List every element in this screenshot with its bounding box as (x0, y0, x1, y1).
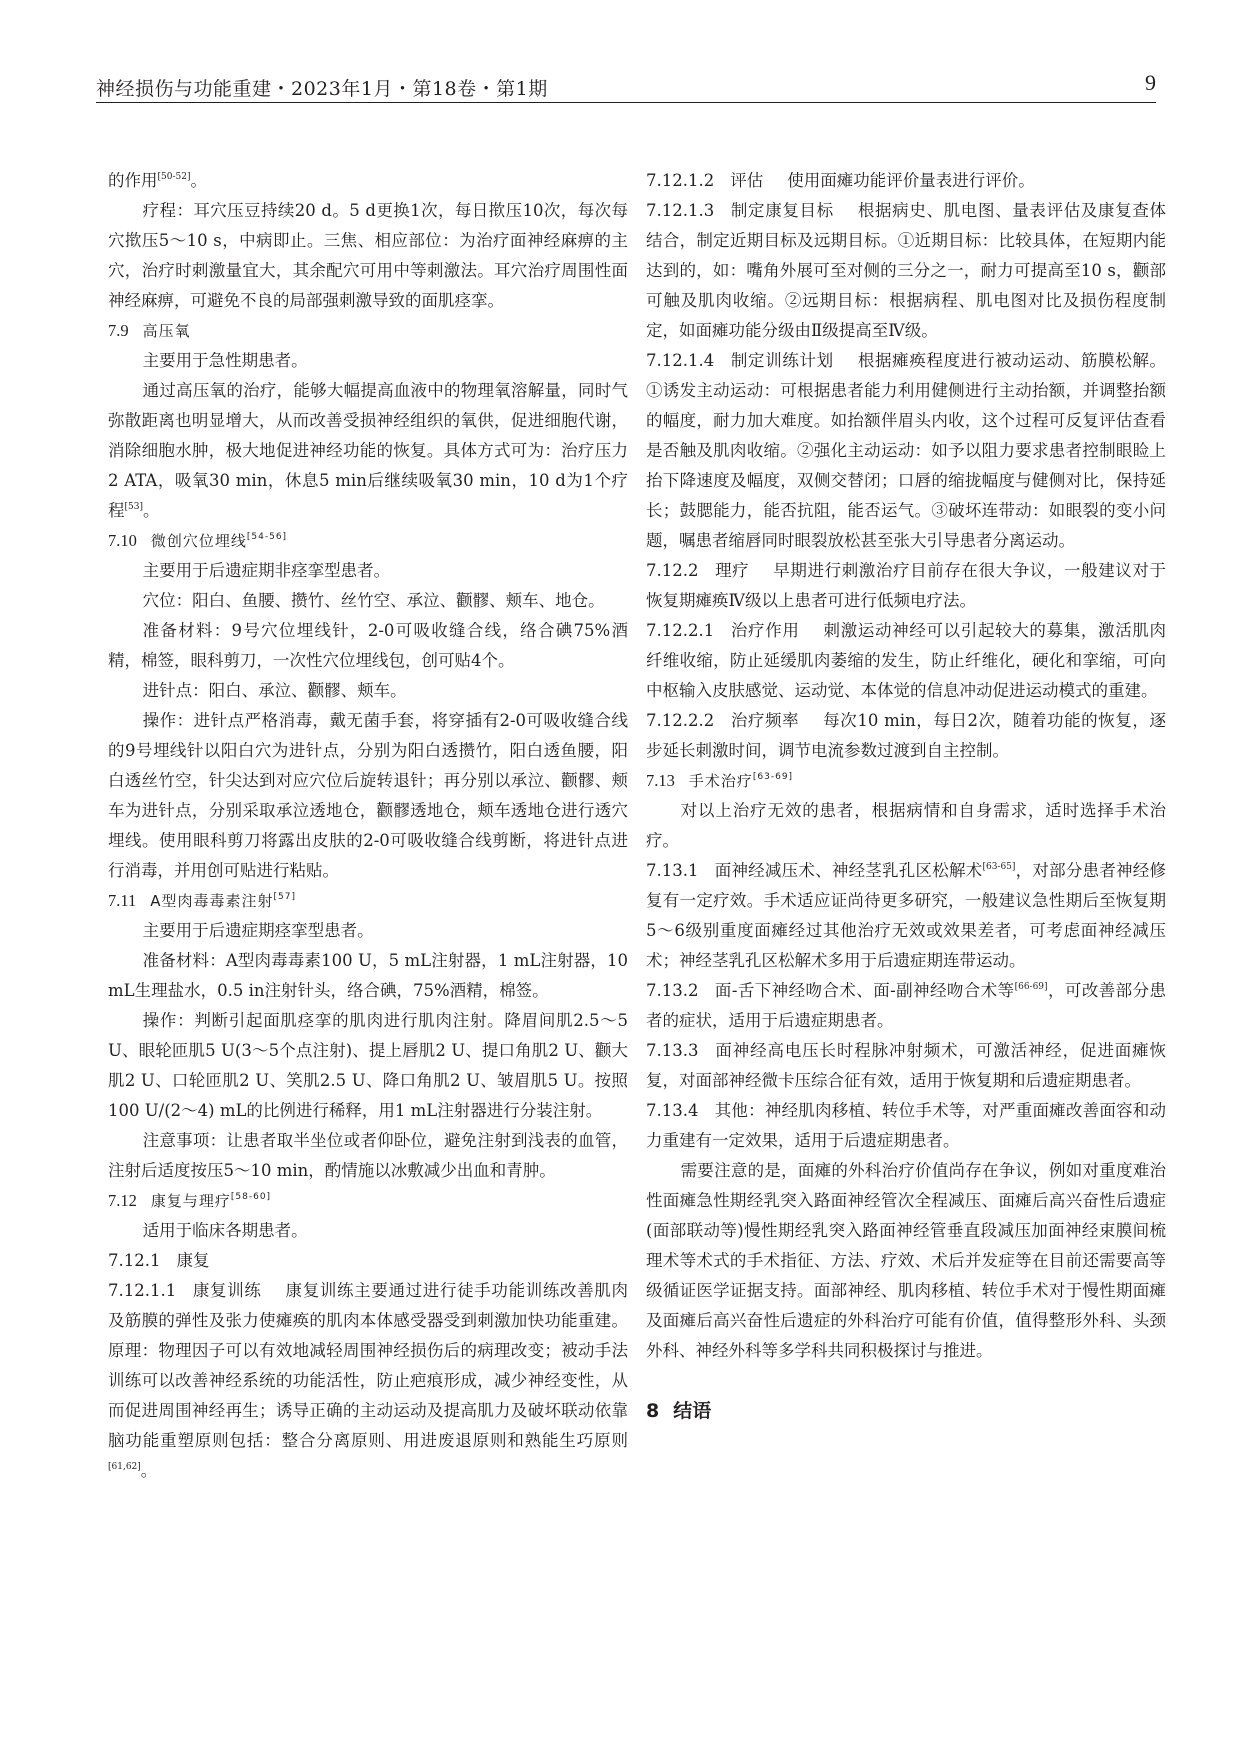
section-heading: 7.10 微创穴位埋线[54-56] (108, 531, 288, 550)
paragraph: 进针点：阳白、承泣、颧髎、颊车。 (142, 681, 407, 700)
paragraph: 主要用于后遗症期痉挛型患者。 (142, 921, 374, 940)
citation: [57] (273, 892, 297, 902)
journal-title: 神经损伤与功能重建・2023年1月・第18卷・第1期 (96, 78, 548, 100)
paragraph: 7.12.2 理疗 早期进行刺激治疗目前存在很大争议，一般建议对于恢复期瘫痪Ⅳ级以上患者可进行低频电疗法。 (646, 561, 1167, 610)
paragraph: 7.13.2 面-舌下神经吻合术、面-副神经吻合术等[66-69]，可改善部分患者的症状，适用于后遗症期患者。 (646, 981, 1166, 1030)
paragraph: 需要注意的是，面瘫的外科治疗价值尚存在争议，例如对重度难治性面瘫急性期经乳突入路面神经管次全程减压、面瘫后高兴奋性后遗症(面部联动等)慢性期经乳突入路面神经管垂直段减压加面神经束膜间梳理术等术式的手术指征、方法、疗效、术后并发症等在目前还需要高等级循证医学证据支持。面部神经、肌肉移植、转位手术对于慢性期面瘫及面瘫后高兴奋性后遗症的外科治疗可能有价值，值得整形外科、头颈外科、神经外科等多学科共同积极探讨与推进。 (646, 1161, 1166, 1360)
left-column (108, 166, 628, 1486)
paragraph: 通过高压氧的治疗，能够大幅提高血液中的物理氧溶解量，同时气弥散距离也明显增大，从而改善受损神经组织的氧供，促进细胞代谢，消除细胞水肿，极大地促进神经功能的恢复。具体方式可为：治疗压力2 ATA，吸氧30 min，休息5 min后继续吸氧30 min，10 d为1个疗程[53]。 (108, 381, 628, 520)
citation: [63-65] (982, 862, 1016, 872)
running-header (96, 62, 1156, 103)
citation: [66-69] (1014, 982, 1048, 992)
paragraph: 疗程：耳穴压豆持续20 d。5 d更换1次，每日揿压10次，每次每穴揿压5～10 s，中病即止。三焦、相应部位：为治疗面神经麻痹的主穴，治疗时刺激量宜大，其余配穴可用中等刺激法。耳穴治疗周围性面神经麻痹，可避免不良的局部强刺激导致的面肌痉挛。 (108, 201, 628, 310)
paragraph: 7.12.1.2 评估 使用面瘫功能评价量表进行评价。 (646, 171, 1035, 190)
paragraph: 注意事项：让患者取半坐位或者仰卧位，避免注射到浅表的血管，注射后适度按压5～10 min，酌情施以冰敷减少出血和青肿。 (108, 1131, 628, 1180)
paragraph: 7.12.2.2 治疗频率 每次10 min，每日2次，随着功能的恢复，逐步延长刺激时间，调节电流参数过渡到自主控制。 (646, 711, 1167, 760)
paragraph: 7.13.4 其他：神经肌肉移植、转位手术等，对严重面瘫改善面容和动力重建有一定效果，适用于后遗症期患者。 (646, 1101, 1166, 1150)
paragraph: 7.12.1.3 制定康复目标 根据病史、肌电图、量表评估及康复查体结合，制定近期目标及远期目标。①近期目标：比较具体，在短期内能达到的，如：嘴角外展可至对侧的三分之一，耐力可提高至10 s，颧部可触及肌肉收缩。②远期目标：根据病程、肌电图对比及损伤程度制定，如面瘫功能分级由Ⅱ级提高至Ⅳ级。 (646, 201, 1167, 340)
paragraph: 7.13.3 面神经高电压长时程脉冲射频术，可激活神经，促进面瘫恢复，对面部神经微卡压综合征有效，适用于恢复期和后遗症期患者。 (646, 1041, 1166, 1090)
section-heading-conclusion: 8 结语 (646, 1400, 712, 1422)
paragraph: 7.12.1.1 康复训练 康复训练主要通过进行徒手功能训练改善肌肉及筋膜的弹性及张力使瘫痪的肌肉本体感受器受到刺激加快功能重建。原理：物理因子可以有效地减轻周围神经损伤后的病理改变；被动手法训练可以改善神经系统的功能活性，防止疤痕形成，减少神经变性，从而促进周围神经再生；诱导正确的主动运动及提高肌力及破坏联动依靠脑功能重塑原则包括：整合分离原则、用进废退原则和熟能生巧原则[61,62]。 (108, 1281, 629, 1480)
section-heading: 7.9 高压氧 (108, 321, 191, 340)
section-heading: 7.12 康复与理疗[58-60] (108, 1191, 272, 1210)
paragraph: 操作：进针点严格消毒，戴无菌手套，将穿插有2-0可吸收缝合线的9号埋线针以阳白穴为进针点，分别为阳白透攒竹，阳白透鱼腰，阳白透丝竹空，针尖达到对应穴位后旋转退针；再分别以承泣、颧髎、颊车为进针点，分别采取承泣透地仓，颧髎透地仓，颊车透地仓进行透穴埋线。使用眼科剪刀将露出皮肤的2-0可吸收缝合线剪断，将进针点进行消毒，并用创可贴进行粘贴。 (108, 711, 628, 880)
paragraph: 操作：判断引起面肌痉挛的肌肉进行肌肉注射。降眉间肌2.5～5 U、眼轮匝肌5 U(3～5个点注射)、提上唇肌2 U、提口角肌2 U、颧大肌2 U、口轮匝肌2 U、笑肌2.5 U、降口角肌2 U、皱眉肌5 U。按照100 U/(2～4) mL的比例进行稀释，用1 mL注射器进行分装注射。 (108, 1011, 628, 1120)
paragraph: 主要用于后遗症期非痉挛型患者。 (142, 561, 391, 580)
paragraph: 对以上治疗无效的患者，根据病情和自身需求，适时选择手术治疗。 (646, 801, 1166, 850)
paragraph: 准备材料：9号穴位埋线针，2-0可吸收缝合线，络合碘75%酒精，棉签，眼科剪刀，一次性穴位埋线包，创可贴4个。 (108, 621, 628, 670)
paragraph: 的作用[50-52]。 (108, 171, 207, 190)
citation: [54-56] (246, 532, 288, 542)
citation: [63-69] (752, 772, 794, 782)
paragraph: 主要用于急性期患者。 (142, 351, 308, 370)
right-column (646, 166, 1166, 1426)
page-number: 9 (1145, 70, 1156, 95)
citation: [53] (124, 502, 143, 512)
paragraph: 7.12.1.4 制定训练计划 根据瘫痪程度进行被动运动、筋膜松解。①诱发主动运动：可根据患者能力利用健侧进行主动抬额，并调整抬额的幅度，耐力加大难度。如抬额伴眉头内收，这个过程可反复评估查看是否触及肌肉收缩。②强化主动运动：如予以阻力要求患者控制眼睑上抬下降速度及幅度，双侧交替闭；口唇的缩拢幅度与健侧对比，保持延长；鼓腮能力，能否抗阻，能否运气。③破坏连带动：如眼裂的变小问题，嘱患者缩唇同时眼裂放松甚至张大引导患者分离运动。 (646, 351, 1167, 550)
section-heading: 7.13 手术治疗[63-69] (646, 771, 794, 790)
subsection-heading: 7.12.1 康复 (108, 1251, 210, 1270)
citation: [61,62] (108, 1462, 141, 1472)
section-heading: 7.11 A型肉毒毒素注射[57] (108, 891, 297, 910)
paragraph: 准备材料：A型肉毒毒素100 U，5 mL注射器，1 mL注射器，10 mL生理盐水，0.5 in注射针头，络合碘，75%酒精，棉签。 (108, 951, 628, 1000)
citation: [50-52] (157, 172, 191, 182)
paragraph: 7.12.2.1 治疗作用 刺激运动神经可以引起较大的募集，激活肌肉纤维收缩，防止延缓肌肉萎缩的发生，防止纤维化，硬化和挛缩，可向中枢输入皮肤感觉、运动觉、本体觉的信息冲动促进运动模式的重建。 (646, 621, 1167, 700)
paragraph: 穴位：阳白、鱼腰、攒竹、丝竹空、承泣、颧髎、颊车、地仓。 (142, 591, 605, 610)
paragraph: 适用于临床各期患者。 (142, 1221, 308, 1240)
paragraph: 7.13.1 面神经减压术、神经茎乳孔区松解术[63-65]，对部分患者神经修复有一定疗效。手术适应证尚待更多研究，一般建议急性期后至恢复期5～6级别重度面瘫经过其他治疗无效或效果差者，可考虑面神经减压术；神经茎乳孔区松解术多用于后遗症期连带运动。 (646, 861, 1167, 970)
citation: [58-60] (230, 1192, 272, 1202)
